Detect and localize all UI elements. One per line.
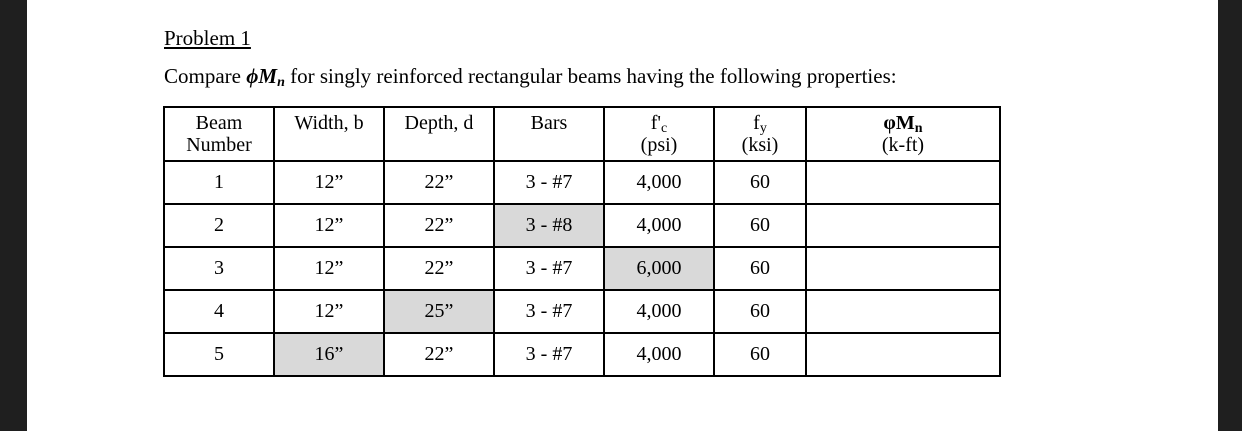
header-fc: f'c (psi)	[604, 107, 714, 161]
table-header-row	[164, 107, 1000, 161]
cell-phi-mn	[806, 161, 1000, 204]
cell-depth: 22”	[384, 161, 494, 204]
document-page	[27, 0, 1218, 431]
cell-phi-mn	[806, 333, 1000, 376]
cell-depth: 22”	[384, 204, 494, 247]
cell-fc: 4,000	[604, 204, 714, 247]
cell-fc: 4,000	[604, 290, 714, 333]
cell-beam: 1	[164, 161, 274, 204]
cell-fy: 60	[714, 204, 806, 247]
cell-width-highlighted: 16”	[274, 333, 384, 376]
cell-beam: 5	[164, 333, 274, 376]
beam-properties-table	[163, 106, 1001, 377]
table-row	[164, 204, 1000, 247]
cell-fy: 60	[714, 161, 806, 204]
cell-depth-highlighted: 25”	[384, 290, 494, 333]
cell-bars: 3 - #7	[494, 290, 604, 333]
phi-mn-symbol: $\phi M_n$	[246, 64, 285, 90]
cell-fy: 60	[714, 247, 806, 290]
header-phi-mn: φMn (k-ft)	[806, 107, 1000, 161]
statement-suffix: for singly reinforced rectangular beams having the following properties:	[284, 64, 897, 88]
cell-phi-mn	[806, 204, 1000, 247]
header-beam-number: Beam Number	[164, 107, 274, 161]
cell-phi-mn	[806, 290, 1000, 333]
header-depth: Depth, d	[384, 107, 494, 161]
table-row	[164, 161, 1000, 204]
cell-bars: 3 - #7	[494, 161, 604, 204]
table-row	[164, 333, 1000, 376]
cell-fc: 4,000	[604, 333, 714, 376]
cell-beam: 3	[164, 247, 274, 290]
cell-width: 12”	[274, 290, 384, 333]
cell-beam: 2	[164, 204, 274, 247]
cell-bars-highlighted: 3 - #8	[494, 204, 604, 247]
header-fy: fy (ksi)	[714, 107, 806, 161]
cell-beam: 4	[164, 290, 274, 333]
problem-title: Problem 1	[164, 26, 251, 50]
cell-bars: 3 - #7	[494, 333, 604, 376]
cell-depth: 22”	[384, 333, 494, 376]
cell-phi-mn	[806, 247, 1000, 290]
cell-width: 12”	[274, 247, 384, 290]
table-row	[164, 247, 1000, 290]
cell-depth: 22”	[384, 247, 494, 290]
cell-width: 12”	[274, 204, 384, 247]
table-row	[164, 290, 1000, 333]
header-width: Width, b	[274, 107, 384, 161]
cell-bars: 3 - #7	[494, 247, 604, 290]
header-bars: Bars	[494, 107, 604, 161]
cell-fc-highlighted: 6,000	[604, 247, 714, 290]
cell-fc: 4,000	[604, 161, 714, 204]
statement-prefix: Compare	[164, 64, 247, 88]
cell-fy: 60	[714, 290, 806, 333]
cell-width: 12”	[274, 161, 384, 204]
problem-statement	[164, 63, 897, 89]
cell-fy: 60	[714, 333, 806, 376]
